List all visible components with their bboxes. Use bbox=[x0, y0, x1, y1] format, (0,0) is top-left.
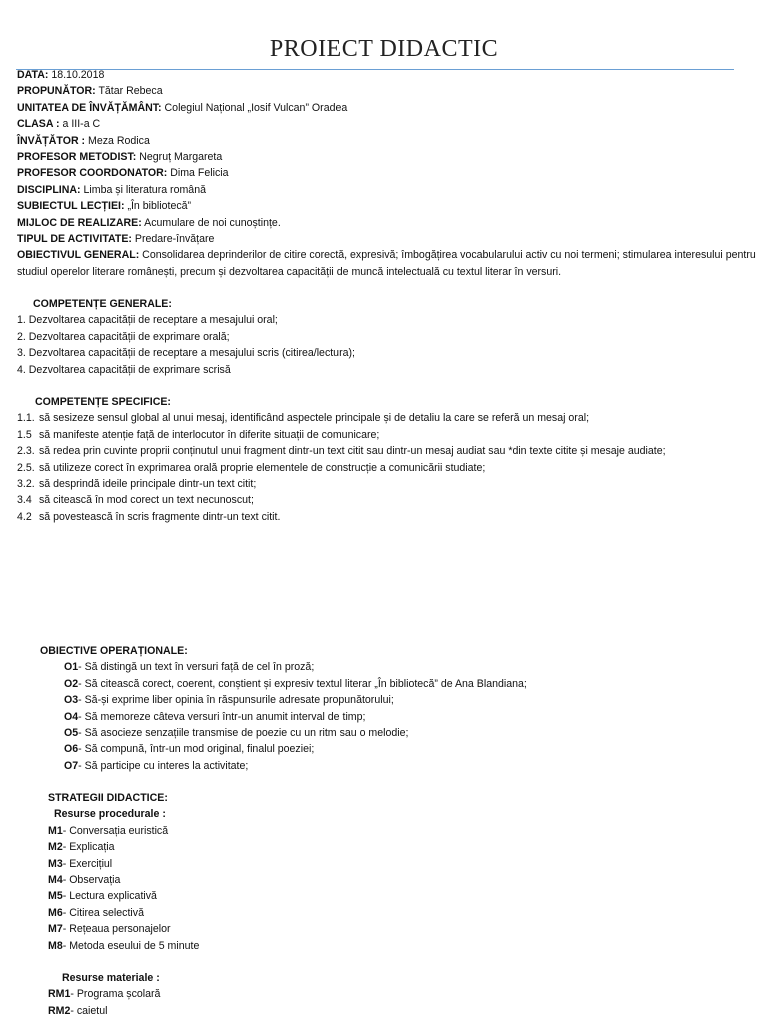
item-text: să sesizeze sensul global al unui mesaj, identificând aspectele principale și de detaliu la care se referă un mesaj oral; bbox=[39, 412, 590, 425]
item-text: - Să compună, într-un mod original, finalul poeziei; bbox=[78, 743, 315, 756]
field-label: DATA: bbox=[17, 69, 49, 81]
item-number: 2.5. bbox=[17, 461, 35, 474]
item-code: O1 bbox=[64, 661, 79, 674]
section-heading: COMPETENȚE GENERALE: bbox=[33, 298, 172, 310]
field-disciplina bbox=[17, 182, 757, 198]
item-number: 3.4 bbox=[17, 494, 32, 507]
item-code: M5 bbox=[48, 890, 63, 903]
item-text: să redea prin cuvinte proprii conținutul unui fragment dintr-un text citit sau dintr-un mesaj audiat sau *din texte citite și mesaje audiate; bbox=[39, 445, 666, 458]
field-label: TIPUL DE ACTIVITATE: bbox=[17, 233, 132, 246]
field-label: PROFESOR METODIST: bbox=[17, 151, 137, 164]
item-text: - caietul bbox=[70, 1004, 108, 1017]
item-text: - Rețeaua personajelor bbox=[62, 923, 171, 936]
list-item bbox=[17, 492, 757, 508]
resurse-materiale bbox=[48, 970, 748, 1019]
field-value: Tătar Rebeca bbox=[95, 85, 163, 98]
item-text: - Să citească corect, coerent, conștient și expresiv textul literar „În bibliotecă” de Ana Blandiana; bbox=[78, 677, 527, 690]
item-code: M3 bbox=[48, 857, 63, 870]
item-code: M1 bbox=[48, 824, 63, 837]
field-label: OBIECTIVUL GENERAL: bbox=[17, 249, 140, 262]
subsection-heading: Resurse procedurale : bbox=[54, 808, 166, 821]
item-number: 1.5 bbox=[17, 428, 32, 441]
list-item bbox=[40, 758, 760, 774]
field-clasa bbox=[17, 116, 757, 132]
item-number: 1.1. bbox=[17, 412, 35, 425]
field-subiectul bbox=[17, 198, 757, 214]
item-number: 2.3. bbox=[17, 445, 35, 458]
list-item bbox=[17, 410, 757, 426]
field-value: Acumulare de noi cunoștințe. bbox=[141, 216, 281, 229]
item-text: să manifeste atenție față de interlocutor în diferite situații de comunicare; bbox=[39, 428, 380, 441]
item-text: să citească în mod corect un text necunoscut; bbox=[39, 494, 254, 507]
list-item: 2. Dezvoltarea capacității de exprimare orală; bbox=[17, 330, 230, 343]
field-value: Colegiul Național „Iosif Vulcan” Oradea bbox=[161, 101, 348, 114]
item-text: - Să asocieze senzațiile transmise de poezie cu un ritm sau o melodie; bbox=[78, 727, 409, 740]
item-text: - Citirea selectivă bbox=[62, 906, 144, 919]
section-heading: OBIECTIVE OPERAȚIONALE: bbox=[40, 645, 188, 657]
item-text: - Să distingă un text în versuri față de cel în proză; bbox=[78, 661, 315, 674]
field-mijloc bbox=[17, 215, 757, 231]
field-value: Meza Rodica bbox=[85, 134, 150, 147]
item-code: O6 bbox=[64, 743, 79, 756]
competente-specifice bbox=[17, 394, 757, 525]
field-label: MIJLOC DE REALIZARE: bbox=[17, 216, 142, 229]
field-unitatea bbox=[17, 100, 757, 116]
item-text: să desprindă ideile principale dintr-un text citit; bbox=[39, 478, 257, 491]
field-label: SUBIECTUL LECȚIEI: bbox=[17, 200, 125, 213]
item-text: - Să participe cu interes la activitate; bbox=[78, 759, 249, 772]
field-value: a III-a C bbox=[59, 118, 101, 131]
item-code: O5 bbox=[64, 727, 79, 740]
item-code: O7 bbox=[64, 759, 79, 772]
list-item bbox=[40, 725, 760, 741]
item-code: M2 bbox=[48, 841, 63, 854]
competente-generale bbox=[17, 296, 757, 378]
list-item bbox=[17, 460, 757, 476]
document-title: PROIECT DIDACTIC bbox=[269, 36, 499, 62]
field-tipul bbox=[17, 231, 757, 247]
list-item bbox=[48, 888, 748, 904]
list-item bbox=[40, 741, 760, 757]
item-number: 3.2. bbox=[17, 478, 35, 491]
item-code: M7 bbox=[48, 923, 63, 936]
item-text: - Să memoreze câteva versuri într-un anumit interval de timp; bbox=[78, 710, 366, 723]
field-profesor-coordonator bbox=[17, 165, 757, 181]
list-item: 4. Dezvoltarea capacității de exprimare scrisă bbox=[17, 363, 231, 376]
section-heading: COMPETENȚE SPECIFICE: bbox=[35, 396, 171, 408]
list-item bbox=[48, 839, 748, 855]
item-code: O4 bbox=[64, 710, 79, 723]
list-item bbox=[48, 938, 748, 954]
item-code: M8 bbox=[48, 939, 63, 952]
list-item bbox=[17, 509, 757, 525]
item-code: RM2 bbox=[48, 1004, 71, 1017]
field-label: CLASA : bbox=[17, 118, 60, 131]
list-item bbox=[48, 1003, 748, 1019]
item-number: 4.2 bbox=[17, 510, 32, 523]
item-text: - Programa școlară bbox=[70, 988, 161, 1001]
field-value: Predare-învățare bbox=[131, 233, 215, 246]
field-label: ÎNVĂȚĂTOR : bbox=[17, 134, 86, 147]
list-item bbox=[48, 921, 748, 937]
item-text: - Lectura explicativă bbox=[62, 890, 157, 903]
item-code: O3 bbox=[64, 694, 79, 707]
item-code: RM1 bbox=[48, 988, 71, 1001]
item-code: O2 bbox=[64, 677, 79, 690]
item-code: M4 bbox=[48, 874, 63, 887]
field-value: Negruț Margareta bbox=[136, 151, 223, 164]
header-fields bbox=[17, 67, 757, 280]
item-text: - Conversația euristică bbox=[62, 824, 169, 837]
item-text: - Să-și exprime liber opinia în răspunsurile adresate propunătorului; bbox=[78, 694, 394, 707]
list-item bbox=[48, 823, 748, 839]
list-item bbox=[17, 427, 757, 443]
field-value: Limba și literatura română bbox=[80, 183, 206, 196]
list-item bbox=[48, 986, 748, 1002]
field-obiectivul-general bbox=[17, 247, 757, 280]
list-item bbox=[40, 692, 760, 708]
list-item: 3. Dezvoltarea capacității de receptare a mesajului scris (citirea/lectura); bbox=[17, 347, 355, 360]
item-text: - Explicația bbox=[62, 841, 115, 854]
item-text: să povestească în scris fragmente dintr-un text citit. bbox=[39, 510, 281, 523]
field-label: PROFESOR COORDONATOR: bbox=[17, 167, 168, 180]
field-label: DISCIPLINA: bbox=[17, 183, 81, 196]
list-item: 1. Dezvoltarea capacității de receptare a mesajului oral; bbox=[17, 314, 278, 327]
list-item bbox=[40, 659, 760, 675]
item-code: M6 bbox=[48, 906, 63, 919]
obiective-operationale bbox=[40, 643, 760, 774]
list-item bbox=[40, 709, 760, 725]
field-label: UNITATEA DE ÎNVĂȚĂMÂNT: bbox=[17, 101, 162, 114]
item-text: să utilizeze corect în exprimarea orală proprie elementele de construcție a comunicării studiate; bbox=[39, 461, 486, 474]
field-data bbox=[17, 67, 757, 83]
field-propunator bbox=[17, 83, 757, 99]
field-value: Consolidarea deprinderilor de citire corectă, expresivă; îmbogățirea vocabularului activ cu noi termeni; stimularea interesului pentru studiul operelor literare românești, precum și dezvoltarea capacității de muncă intelectuală cu textul literar în versuri. bbox=[17, 249, 756, 278]
list-item bbox=[17, 443, 757, 459]
list-item bbox=[17, 476, 757, 492]
list-item bbox=[48, 872, 748, 888]
list-item bbox=[48, 905, 748, 921]
field-value: Dima Felicia bbox=[167, 167, 229, 180]
subsection-heading: Resurse materiale : bbox=[62, 972, 160, 984]
field-profesor-metodist bbox=[17, 149, 757, 165]
field-label: PROPUNĂTOR: bbox=[17, 85, 96, 98]
item-text: - Exercițiul bbox=[62, 857, 113, 870]
item-text: - Metoda eseului de 5 minute bbox=[62, 939, 200, 952]
field-value: „În bibliotecă” bbox=[124, 200, 192, 213]
list-item bbox=[40, 676, 760, 692]
section-heading: STRATEGII DIDACTICE: bbox=[48, 792, 168, 804]
strategii-didactice bbox=[48, 790, 748, 954]
field-invatator bbox=[17, 133, 757, 149]
item-text: - Observația bbox=[62, 874, 121, 887]
list-item bbox=[48, 856, 748, 872]
field-value: 18.10.2018 bbox=[48, 69, 105, 81]
